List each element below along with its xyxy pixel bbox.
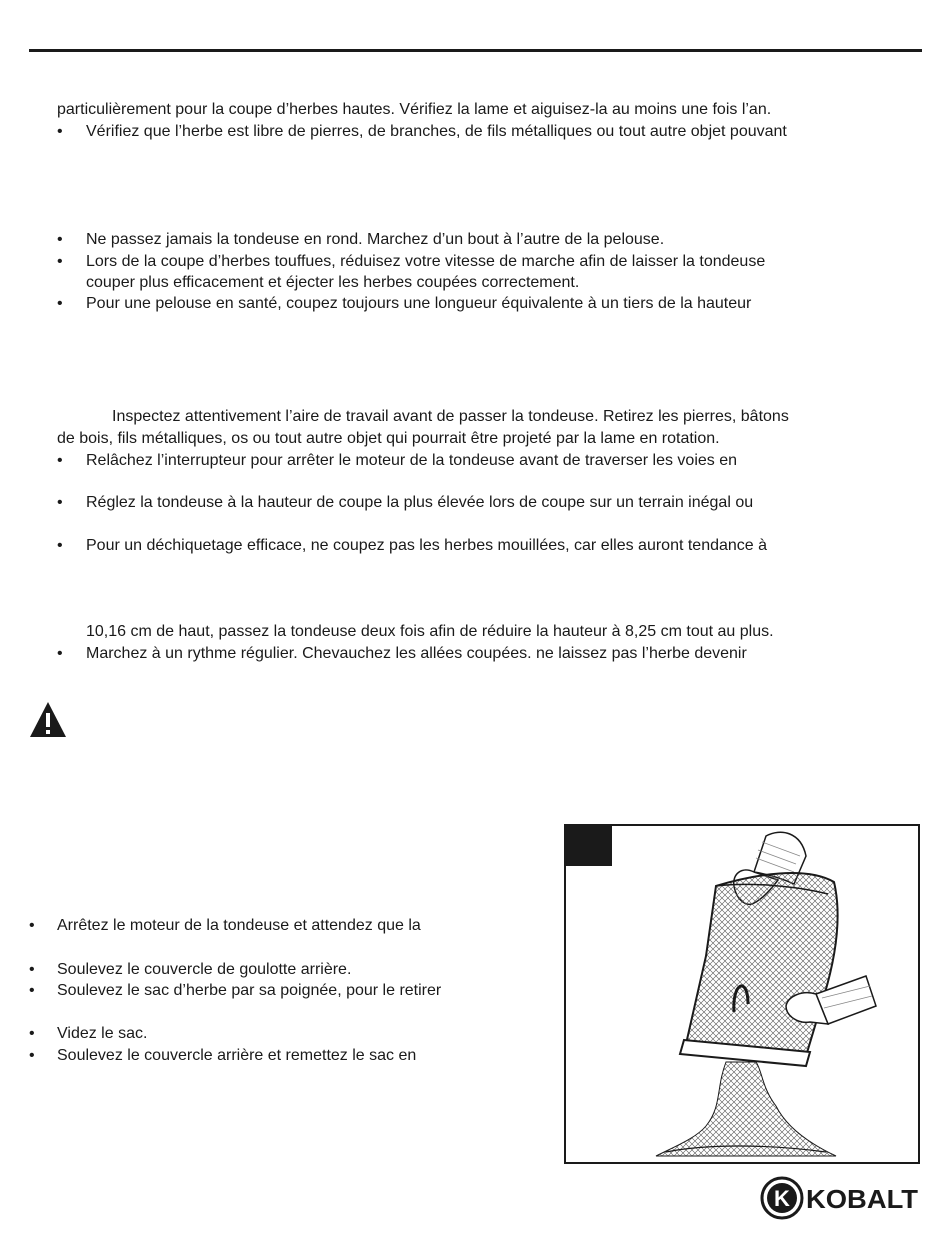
- warning-triangle-icon: [28, 700, 68, 740]
- bullet-mark: •: [29, 961, 35, 978]
- bullet-mark: •: [57, 295, 63, 312]
- bullet-item-lift-cover: Soulevez le couvercle de goulotte arrière.: [57, 961, 352, 978]
- grass-bag-illustration: [566, 826, 918, 1162]
- bullet-item-lift-bag: Soulevez le sac d’herbe par sa poignée, pour le retirer: [57, 982, 442, 999]
- bullet-item-no-circles: Ne passez jamais la tondeuse en rond. Marchez d’un bout à l’autre de la pelouse.: [86, 231, 665, 248]
- bullet-item-reinstall-bag: Soulevez le couvercle arrière et remettez le sac en: [57, 1047, 417, 1064]
- bullet-item-cut-height: Réglez la tondeuse à la hauteur de coupe la plus élevée lors de coupe sur un terrain inégal ou: [86, 494, 754, 511]
- bullet-mark: •: [29, 917, 35, 934]
- svg-text:KOBALT: KOBALT: [806, 1184, 919, 1214]
- bullet-mark: •: [29, 1047, 35, 1064]
- bullet-item-wet-grass-cont: 10,16 cm de haut, passez la tondeuse deux fois afin de réduire la hauteur à 8,25 cm tout au plus.: [86, 623, 774, 640]
- bullet-item-steady-pace: Marchez à un rythme régulier. Chevauchez les allées coupées. ne laissez pas l’herbe devenir: [86, 645, 747, 662]
- bullet-mark: •: [57, 253, 63, 270]
- svg-text:K: K: [774, 1186, 790, 1211]
- bullet-mark: •: [29, 982, 35, 999]
- bullet-item-check-grass: Vérifiez que l’herbe est libre de pierres, de branches, de fils métalliques ou tout autre objet pouvant: [86, 123, 787, 140]
- bullet-mark: •: [57, 494, 63, 511]
- paragraph-inspect-line1: Inspectez attentivement l’aire de travail avant de passer la tondeuse. Retirez les pierres, bâtons: [112, 408, 789, 425]
- bullet-mark: •: [57, 123, 63, 140]
- continued-paragraph-line: particulièrement pour la coupe d’herbes hautes. Vérifiez la lame et aiguisez-la au moins une fois l’an.: [57, 101, 772, 118]
- paragraph-inspect-line2: de bois, fils métalliques, os ou tout autre objet qui pourrait être projeté par la lame en rotation.: [57, 430, 720, 447]
- kobalt-logo: [760, 1176, 922, 1220]
- bullet-item-empty-bag: Videz le sac.: [57, 1025, 148, 1042]
- bullet-mark: •: [57, 645, 63, 662]
- bullet-item-release-switch: Relâchez l’interrupteur pour arrêter le moteur de la tondeuse avant de traverser les voies en: [86, 452, 738, 469]
- header-rule: [29, 49, 922, 52]
- figure-empty-grass-bag: [564, 824, 920, 1164]
- bullet-mark: •: [57, 231, 63, 248]
- bullet-item-thick-grass-cont: couper plus efficacement et éjecter les herbes coupées correctement.: [86, 274, 580, 291]
- bullet-mark: •: [57, 537, 63, 554]
- bullet-item-wet-grass: Pour un déchiquetage efficace, ne coupez pas les herbes mouillées, car elles auront tendance à: [86, 537, 768, 554]
- bullet-item-stop-engine: Arrêtez le moteur de la tondeuse et attendez que la: [57, 917, 421, 934]
- bullet-item-healthy-lawn: Pour une pelouse en santé, coupez toujours une longueur équivalente à un tiers de la hauteur: [86, 295, 752, 312]
- bullet-mark: •: [57, 452, 63, 469]
- bullet-item-thick-grass: Lors de la coupe d’herbes touffues, réduisez votre vitesse de marche afin de laisser la tondeuse: [86, 253, 766, 270]
- bullet-mark: •: [29, 1025, 35, 1042]
